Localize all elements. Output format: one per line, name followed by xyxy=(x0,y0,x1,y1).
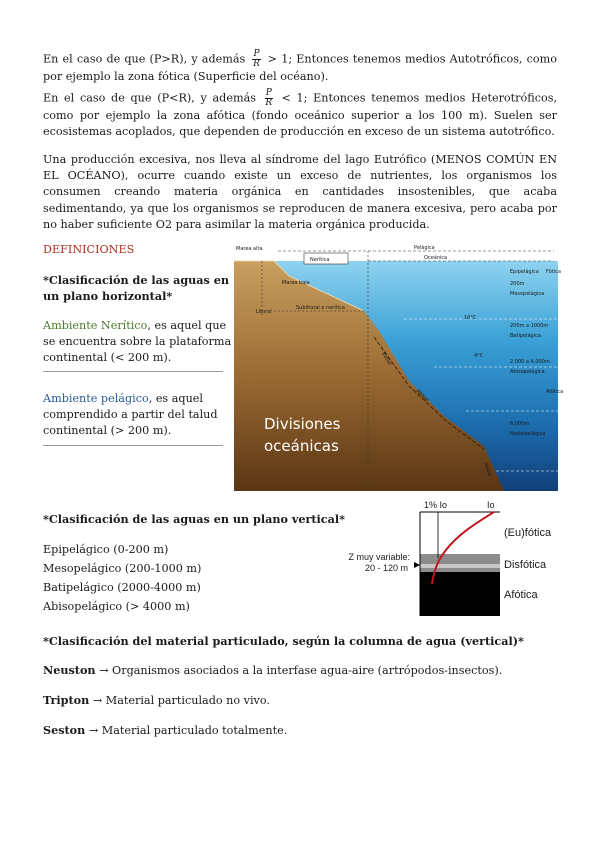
label-oceanica: Oceánica xyxy=(424,255,448,261)
label-1pct-io: 1% Io xyxy=(424,500,448,510)
particulado-item-tripton xyxy=(43,692,270,709)
label-200m: 200m xyxy=(510,281,525,287)
particulado-item-seston xyxy=(43,722,287,739)
label-neritica: Nerítica xyxy=(310,257,330,263)
paragraph-autotrophic xyxy=(43,50,557,85)
label-io: Io xyxy=(487,500,495,510)
label-abisopelagica: Abisopelágica xyxy=(510,369,545,375)
label-marea-alta: Marea alta xyxy=(236,246,263,252)
disfotica-band xyxy=(420,564,500,568)
z-arrow-head xyxy=(414,562,420,568)
vertical-item-epipelagico: Epipelágico (0-200 m) xyxy=(43,543,169,556)
light-zones-figure xyxy=(328,498,558,618)
text-fragment: En el caso de que (P>R), y además xyxy=(43,52,246,66)
eufotica-zone xyxy=(420,512,500,554)
figure-title-line2: oceánicas xyxy=(264,437,339,455)
paragraph-eutrophic: Una producción excesiva, nos lleva al síndrome del lago Eutrófico (MENOS COMÚN EN EL OCÉANO), ocurre cuando existe un exceso de nutrientes, los organismos los consumen creando materia orgánica en cantidades insostenibles, que acaba sedimentando, ya que los organismos se reproducen de manera excesiva, pero acaba por no haber suficiente O2 para asimilar la materia orgánica producida. xyxy=(43,153,557,231)
vertical-item-batipelagico: Batipelágico (2000-4000 m) xyxy=(43,581,201,594)
paragraph-heterotrophic xyxy=(43,89,557,140)
neritico-text: , es aquel que se encuentra sobre la plataforma continental (< 200 m). xyxy=(43,319,232,364)
text-fragment: > 1; Entonces tenemos medios Autotróficos, como por ejemplo la zona fótica (Superficie del océano). xyxy=(43,52,557,83)
arrow-icon: → xyxy=(92,694,103,707)
separator-line xyxy=(43,371,223,372)
label-200-1000m: 200m a 1000m xyxy=(510,323,549,329)
label-2000-4000m: 2,000 a 4,000m xyxy=(510,359,550,365)
label-10c: 10°C xyxy=(464,315,477,321)
figure-title-line1: Divisiones xyxy=(264,415,341,433)
label-sublitoral: Sublitoral o nerítica xyxy=(296,305,345,311)
term-seston: Seston xyxy=(43,723,86,737)
fraction-numerator: P xyxy=(265,88,272,98)
p-over-r-fraction xyxy=(265,89,273,108)
disfotica-zone xyxy=(420,554,500,572)
term-tripton: Tripton xyxy=(43,693,90,707)
p-over-r-fraction xyxy=(252,50,260,69)
neritico-term: Ambiente Nerítico xyxy=(43,319,148,332)
vertical-heading: *Clasificación de las aguas en un plano vertical* xyxy=(43,512,345,526)
vertical-item-abisopelagico: Abisopelágico (> 4000 m) xyxy=(43,600,190,613)
label-disfotica: Disfótica xyxy=(504,559,547,571)
neritico-definition xyxy=(43,318,233,366)
label-batipelagica: Batipelágica xyxy=(510,333,541,339)
particulado-item-neuston xyxy=(43,662,502,679)
particulado-heading: *Clasificación del material particulado, según la columna de agua (vertical)* xyxy=(43,634,524,648)
label-4c: 4°C xyxy=(474,353,484,359)
label-afotica: Afótica xyxy=(546,389,564,395)
pelagico-definition xyxy=(43,391,233,439)
definition-neuston: Organismos asociados a la interfase agua-aire (artrópodos-insectos). xyxy=(112,664,503,677)
label-z-range: 20 - 120 m xyxy=(364,563,408,573)
label-pelagica: Pelágica xyxy=(414,245,435,251)
label-litoral: Litoral xyxy=(256,309,272,315)
label-eufotica: (Eu)fótica xyxy=(504,527,552,539)
label-fotica: Fótica xyxy=(546,269,561,275)
definition-tripton: Material particulado no vivo. xyxy=(105,694,270,707)
vertical-item-mesopelagico: Mesopelágico (200-1000 m) xyxy=(43,562,202,575)
label-batial: Batial xyxy=(380,351,393,367)
ocean-divisions-figure xyxy=(234,241,564,491)
horizontal-heading: *Clasificación de las aguas en un plano horizontal* xyxy=(43,273,229,303)
text-fragment: < 1; Entonces tenemos medios Heterotróficos, como por ejemplo la zona afótica (fondo oceánico superior a los 100 m). Suelen ser ecosistemas acoplados, que dependen de producción en exceso de un sistema autotrófico. xyxy=(43,91,558,139)
label-marea-baja: Marea baja xyxy=(282,280,310,286)
label-hadal: Hadal xyxy=(482,461,493,478)
fraction-denominator: R xyxy=(253,59,260,69)
arrow-icon: → xyxy=(99,664,109,677)
separator-line xyxy=(43,445,223,446)
text-fragment: En el caso de que (P<R), y además xyxy=(43,91,256,105)
label-epipelagica: Epipelágica xyxy=(510,269,539,275)
arrow-icon: → xyxy=(88,724,99,737)
pelagico-text: , es aquel comprendido a partir del talud continental (> 200 m). xyxy=(43,392,218,437)
label-abisal: Abisal xyxy=(414,388,430,404)
label-mesopelagica: Mesopelágica xyxy=(510,291,545,297)
pelagico-term: Ambiente pelágico xyxy=(43,392,149,405)
fraction-denominator: R xyxy=(265,98,273,108)
definition-seston: Material particulado totalmente. xyxy=(101,724,288,737)
label-6000m: 6,000m xyxy=(510,421,530,427)
term-neuston: Neuston xyxy=(43,663,96,677)
definiciones-title: DEFINICIONES xyxy=(43,243,135,256)
label-z-variable: Z muy variable: xyxy=(348,552,410,562)
fraction-numerator: P xyxy=(253,49,260,59)
label-hadalpelagica: Hadalpelágica xyxy=(510,431,546,437)
label-afotica: Afótica xyxy=(504,589,538,601)
